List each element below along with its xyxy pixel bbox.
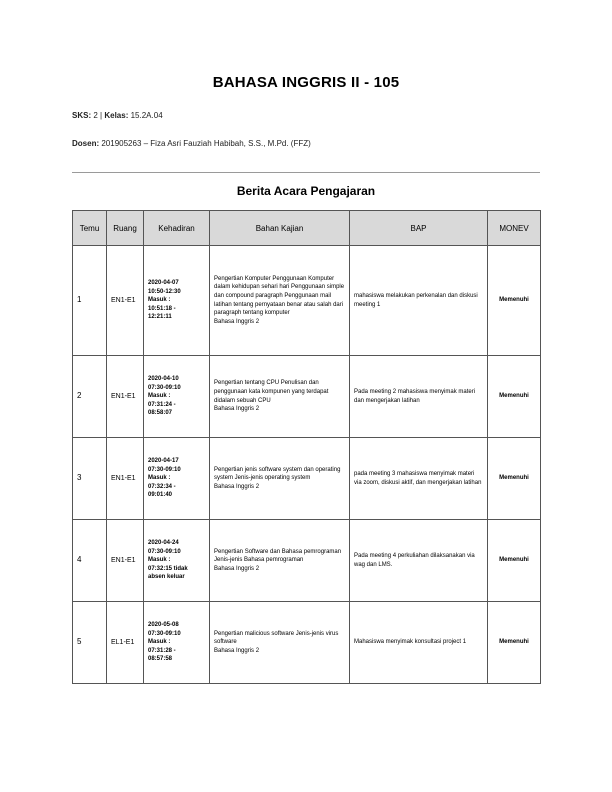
cell-bap: Pada meeting 2 mahasiswa menyimak materi dan mengerjakan latihan [350, 356, 488, 438]
bahan-course: Bahasa Inggris 2 [214, 318, 260, 325]
header-monev: MONEV [488, 211, 541, 246]
cell-kehadiran [144, 520, 210, 602]
cell-bahan-kajian [210, 356, 350, 438]
cell-bahan-kajian [210, 246, 350, 356]
kehadiran-line: Masuk : [148, 639, 171, 646]
kehadiran-line: 07:30-09:10 [148, 548, 181, 555]
cell-bap: Pada meeting 4 perkuliahan dilaksanakan via wag dan LMS. [350, 520, 488, 602]
header-temu: Temu [73, 211, 107, 246]
cell-monev: Memenuhi [488, 356, 541, 438]
kehadiran-line: 07:30-09:10 [148, 466, 181, 473]
bap-table [72, 210, 541, 684]
cell-ruang: EN1-E1 [107, 246, 144, 356]
cell-ruang: EN1-E1 [107, 438, 144, 520]
cell-monev: Memenuhi [488, 246, 541, 356]
cell-kehadiran [144, 438, 210, 520]
kehadiran-line: 2020-05-08 [148, 622, 179, 629]
table-row [73, 602, 541, 684]
kehadiran-line: 07:30-09:10 [148, 630, 181, 637]
page-title: BAHASA INGGRIS II - 105 [212, 74, 400, 91]
bahan-text: Pengertian jenis software system dan operating system Jenis-jenis operating system [214, 466, 341, 482]
kehadiran-line: 2020-04-07 [148, 280, 179, 287]
cell-bahan-kajian [210, 438, 350, 520]
kelas-label: Kelas: [104, 111, 129, 120]
kehadiran-line: Masuk : [148, 475, 171, 482]
kehadiran-line: 07:31:24 - [148, 401, 176, 408]
cell-temu: 1 [73, 246, 107, 356]
kehadiran-line: 07:30-09:10 [148, 384, 181, 391]
cell-monev: Memenuhi [488, 520, 541, 602]
table-row [73, 520, 541, 602]
kehadiran-line: 07:32:34 - [148, 483, 176, 490]
bahan-course: Bahasa Inggris 2 [214, 647, 260, 654]
cell-ruang: EN1-E1 [107, 520, 144, 602]
header-bahan-kajian: Bahan Kajian [210, 211, 350, 246]
bahan-text: Pengertian malicious software Jenis-jenis virus software [214, 630, 339, 646]
kehadiran-line: 12:21:11 [148, 314, 172, 321]
kehadiran-line: Masuk : [148, 393, 171, 400]
cell-bap: pada meeting 3 mahasiswa menyimak materi via zoom, diskusi aktif, dan mengerjakan latihan [350, 438, 488, 520]
header-bap: BAP [350, 211, 488, 246]
kehadiran-line: 08:58:07 [148, 410, 173, 417]
cell-temu: 4 [73, 520, 107, 602]
header-ruang: Ruang [107, 211, 144, 246]
sks-kelas-line [72, 111, 163, 120]
kehadiran-line: 07:32:15 tidak [148, 565, 188, 572]
dosen-label: Dosen: [72, 139, 100, 148]
section-title: Berita Acara Pengajaran [236, 184, 376, 198]
cell-temu: 3 [73, 438, 107, 520]
kehadiran-line: 10:51:18 - [148, 305, 176, 312]
bahan-course: Bahasa Inggris 2 [214, 565, 260, 572]
table-row [73, 438, 541, 520]
kehadiran-line: 10:50-12:30 [148, 288, 181, 295]
bahan-course: Bahasa Inggris 2 [214, 406, 260, 413]
kehadiran-line: 08:57:58 [148, 656, 173, 663]
sks-value: 2 [93, 111, 98, 120]
kehadiran-line: 09:01:40 [148, 492, 173, 499]
cell-temu: 5 [73, 602, 107, 684]
cell-monev: Memenuhi [488, 438, 541, 520]
divider [72, 172, 540, 173]
kehadiran-line: 2020-04-10 [148, 376, 179, 383]
kehadiran-line: 07:31:28 - [148, 647, 176, 654]
kehadiran-line: 2020-04-17 [148, 458, 179, 465]
cell-bap: Mahasiswa menyimak konsultasi project 1 [350, 602, 488, 684]
header-kehadiran: Kehadiran [144, 211, 210, 246]
dosen-value: 201905263 – Fiza Asri Fauziah Habibah, S.S., M.Pd. (FFZ) [101, 139, 311, 148]
table-row [73, 246, 541, 356]
table-row [73, 356, 541, 438]
dosen-line [72, 139, 311, 148]
bahan-text: Pengertian Software dan Bahasa pemrograman Jenis-jenis Bahasa pemrograman [214, 548, 342, 564]
kehadiran-line: 2020-04-24 [148, 540, 179, 547]
bahan-text: Pengertian Komputer Penggunaan Komputer dalam kehidupan sehari hari Penggunaan simple dan compound paragraph Penggunaan mail latihan tentang pernyataan benar atau salah dari paragraph tentang komputer [214, 275, 345, 317]
cell-ruang: EL1-E1 [107, 602, 144, 684]
sks-label: SKS: [72, 111, 92, 120]
kehadiran-line: Masuk : [148, 297, 171, 304]
table-header-row [73, 211, 541, 246]
bahan-course: Bahasa Inggris 2 [214, 483, 260, 490]
kelas-value: 15.2A.04 [130, 111, 163, 120]
cell-bap: mahasiswa melakukan perkenalan dan diskusi meeting 1 [350, 246, 488, 356]
cell-temu: 2 [73, 356, 107, 438]
bahan-text: Pengertian tentang CPU Penulisan dan penggunaan kata kompunen yang terdapat didalam sebuah CPU [214, 380, 329, 404]
cell-bahan-kajian [210, 520, 350, 602]
cell-bahan-kajian [210, 602, 350, 684]
cell-monev: Memenuhi [488, 602, 541, 684]
meta-separator: | [100, 111, 103, 120]
cell-kehadiran [144, 356, 210, 438]
cell-kehadiran [144, 602, 210, 684]
cell-kehadiran [144, 246, 210, 356]
kehadiran-line: Masuk : [148, 557, 171, 564]
cell-ruang: EN1-E1 [107, 356, 144, 438]
kehadiran-line: absen keluar [148, 574, 185, 581]
